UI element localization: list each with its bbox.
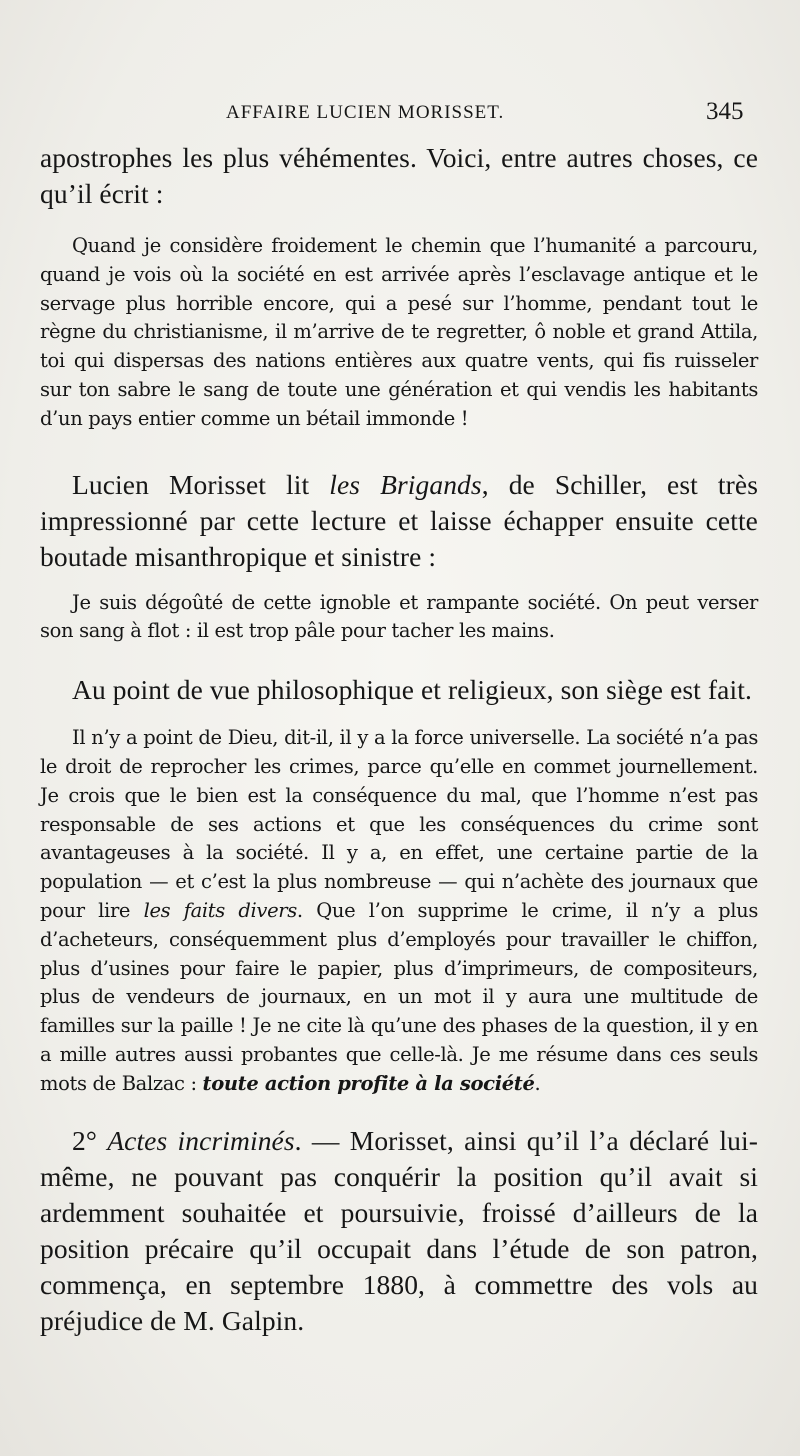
section-heading: Actes incriminés xyxy=(107,1124,295,1156)
paragraph-text: Au point de vue philosophique et religieux, son siège est fait. xyxy=(72,674,752,706)
quotation-no-god xyxy=(40,724,758,1098)
paragraph-text: , de Schiller, est très impressionné par cette lecture et laisse échapper ensuite cette boutade misanthropique et sinistre : xyxy=(40,468,758,572)
quotation-text: Je suis dégoûté de cette ignoble et rampante société. On peut verser son sang à flot : il est trop pâle pour tacher les mains. xyxy=(40,590,758,643)
quotation-text: Il n’y a point de Dieu, dit-il, il y a la force universelle. La société n’a pas le droit de reprocher les crimes, parce qu’elle en commet journellement. Je crois que le bien est la conséquence du mal, que l’homme n’est pas responsable de ses actions et que les conséquences du crime sont avantageuses à la société. Il y a, en effet, une certaine partie de la population — et c’est la plus nombreuse — qui n’achète des journaux que pour lire xyxy=(40,726,758,922)
paragraph-text: . — Morisset, ainsi qu’il l’a déclaré lui-même, ne pouvant pas conquérir la position qu’il avait si ardemment souhaitée et poursuivie, froissé d’ailleurs de la position précaire qu’il occupait dans l’étude de son patron, commença, en septembre 1880, à commettre des vols au préjudice de M. Galpin. xyxy=(40,1124,758,1336)
page-number: 345 xyxy=(706,98,744,125)
paragraph-text: Lucien Morisset lit xyxy=(72,468,330,500)
quotation-text: . xyxy=(534,1071,541,1095)
book-title: les Brigands xyxy=(329,468,482,500)
balzac-quote: toute action profite à la société xyxy=(202,1071,535,1095)
quotation-italic: les faits divers xyxy=(143,898,297,922)
paragraph-text: apostrophes les plus véhémentes. Voici, entre autres choses, ce qu’il écrit : xyxy=(40,142,758,209)
quotation-text: Quand je considère froidement le chemin que l’humanité a parcouru, quand je vois où la société en est arrivée après l’esclavage antique et le servage plus horrible encore, qui a pesé sur l’homme, pendant tout le règne du christianisme, il m’arrive de te regretter, ô noble et grand Attila, toi qui dispersas des nations entières aux quatre vents, qui fis ruisseler sur ton sabre le sang de toute une génération et qui vendis les habitants d’un pays entier comme un bétail immonde ! xyxy=(40,234,758,430)
paragraph-philosophy xyxy=(40,672,758,708)
quotation-society xyxy=(40,589,758,647)
section-number: 2° xyxy=(72,1124,97,1156)
paragraph-brigands xyxy=(40,467,758,575)
quotation-text: . Que l’on supprime le crime, il n’y a plus d’acheteurs, conséquemment plus d’employés pour travailler le chiffon, plus d’usines pour faire le papier, plus d’imprimeurs, de compositeurs, plus de vendeurs de journaux, en un mot il y aura une multitude de familles sur la paille ! Je ne cite là qu’une des phases de la question, il y en a mille autres aussi probantes que celle-là. Je me résume dans ces seuls mots de Balzac : xyxy=(40,898,758,1095)
page-header xyxy=(0,98,800,132)
section-acts xyxy=(40,1123,758,1339)
running-title: AFFAIRE LUCIEN MORISSET. xyxy=(226,102,505,123)
quotation-attila xyxy=(40,232,758,434)
body-text xyxy=(40,140,758,1339)
paragraph-continuation xyxy=(40,140,758,212)
